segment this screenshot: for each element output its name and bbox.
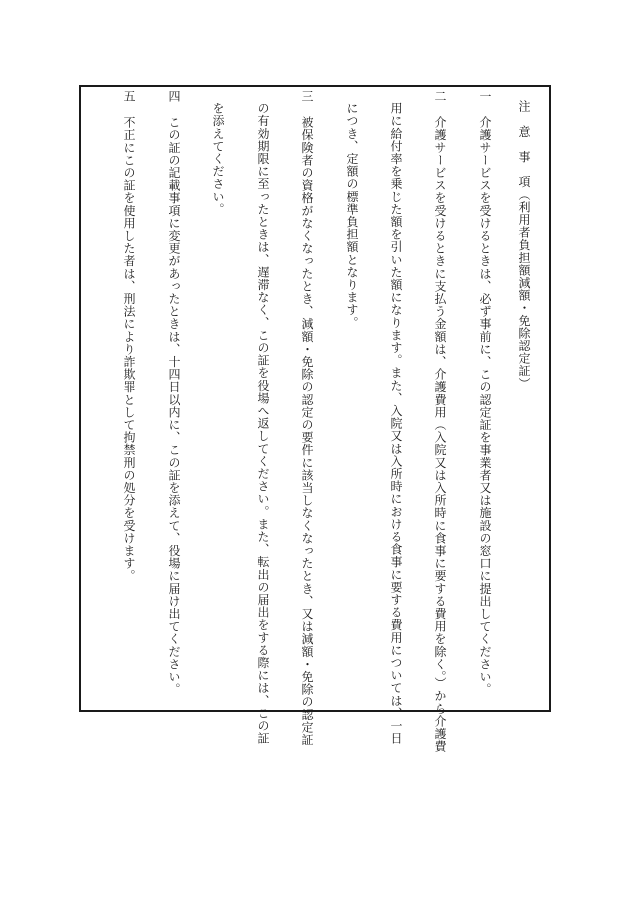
item-3-line-2: の有効期限に至ったときは、遅滞なく、この証を役場へ返してください。また、転出の届出をする際には、この証 (256, 102, 270, 745)
item-2-line-2: 用に給付率を乗じた額を引いた額になります。また、入院又は入所時における食事に要する費用については、一日 (389, 102, 403, 745)
item-2-line-1: 介護サービスを受けるときに支払う金額は、介護費用（入院又は入所時に食事に要する費用を除く。）から介護費 (433, 116, 447, 753)
item-1-line-1: 介護サービスを受けるときは、必ず事前に、この認定証を事業者又は施設の窓口に提出してください。 (478, 116, 492, 696)
notice-title: 注 意 事 項（利用者負担額減額・免除認定証） (517, 100, 531, 390)
item-number-2: 二 (433, 90, 447, 102)
item-5-line-1: 不正にこの証を使用した者は、刑法により詐欺罪として拘禁刑の処分を受けます。 (122, 116, 136, 583)
item-3-line-1: 被保険者の資格がなくなったとき、減額・免除の認定の要件に該当しなくなったとき、又は減額・免除の認定証 (300, 116, 314, 746)
item-number-1: 一 (478, 90, 492, 102)
item-4-line-1: この証の記載事項に変更があったときは、十四日以内に、この証を添えて、役場に届け出てください。 (167, 116, 181, 696)
item-number-4: 四 (167, 90, 181, 102)
item-number-3: 三 (300, 90, 314, 102)
item-number-5: 五 (122, 90, 136, 102)
item-2-line-3: につき、定額の標準負担額となります。 (345, 102, 359, 329)
item-3-line-3: を添えてください。 (211, 102, 225, 216)
